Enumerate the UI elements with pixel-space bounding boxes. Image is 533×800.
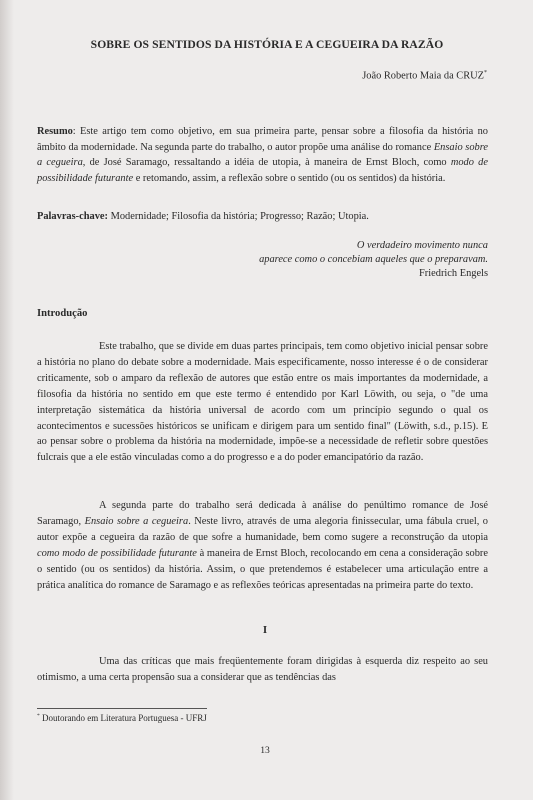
section-heading-introduction: Introdução [37, 308, 88, 319]
abstract-text-2: , de José Saramago, ressaltando a idéia de utopia, à maneira de Ernst Bloch, como [82, 157, 451, 169]
epigraph [168, 239, 488, 282]
abstract-text-3: e retomando, assim, a reflexão sobre o sentido (ou os sentidos) da história. [133, 172, 446, 184]
epigraph-source: Friedrich Engels [419, 268, 488, 280]
author-name: João Roberto Maia da CRUZ [362, 70, 484, 82]
paragraph-2-work-title: Ensaio sobre a cegueira [84, 515, 189, 527]
abstract-concept: modo de possibilidade futurante [37, 157, 488, 184]
footnote-text: Doutorando em Literatura Portuguesa - UFRJ [39, 713, 207, 723]
paragraph-3 [37, 654, 488, 686]
abstract [37, 124, 488, 186]
scan-edge-shadow [0, 0, 14, 800]
author-line [362, 70, 487, 81]
epigraph-line-2: aparece como o concebiam aqueles que o preparavam. [259, 254, 488, 266]
footnote-mark: * [37, 713, 40, 719]
paragraph-1 [37, 339, 488, 466]
section-heading-roman: I [262, 624, 268, 636]
abstract-label: Resumo [37, 126, 73, 137]
paragraph-1-text: Este trabalho, que se divide em duas partes principais, tem como objetivo inicial pensar sobre a história no plano do debate sobre a modernidade. Mais especificamente, nosso interesse é o de considerar criticamente, sob o amparo da reflexão de autores que estão entre os mais importantes da modernidade, a filosofia da história no sentido em que este termo é entendido por Karl Löwith, ou seja, o "de uma interpretação sistemática da história universal de acordo com um princípio segundo o qual os acontecimentos e sucessões históricos se unificam e dirigem para um sentido final" (Löwith, s.d., p.15). E ao pensar sobre o problema da história na modernidade, impõe-se a necessidade de refletir sobre questões fulcrais que a ele estão vinculadas como a do progresso e a do poder emancipatório da razão. [37, 341, 488, 464]
article-title: SOBRE OS SENTIDOS DA HISTÓRIA E A CEGUEIRA DA RAZÃO [90, 38, 444, 51]
paragraph-2-concept: como modo de possibilidade futurante [37, 547, 197, 559]
paragraph-2-b: . Neste livro, através de uma alegoria finissecular, uma fábula cruel, o autor expõe a cegueira da razão de que sofre a humanidade, bem como sugere a reconstrução da utopia [37, 515, 488, 543]
page-number: 13 [260, 745, 270, 756]
keywords-label: Palavras-chave: [37, 211, 108, 222]
abstract-text: : Este artigo tem como objetivo, em sua primeira parte, pensar sobre a filosofia da história no âmbito da modernidade. Na segunda parte do trabalho, o autor propõe uma análise do romance [37, 126, 488, 153]
author-footnote-mark: * [484, 70, 487, 76]
abstract-work-title: Ensaio sobre a cegueira [37, 141, 488, 169]
paragraph-3-text: Uma das críticas que mais freqüentemente foram dirigidas à esquerda diz respeito ao seu otimismo, a uma certa propensão sua a considerar que as tendências das [37, 656, 488, 683]
footnote-divider [37, 708, 207, 709]
keywords-text: Modernidade; Filosofia da história; Progresso; Razão; Utopia. [107, 211, 369, 222]
footnote [37, 713, 207, 723]
epigraph-line-1: O verdadeiro movimento nunca [356, 240, 488, 251]
paragraph-2-text [37, 498, 488, 593]
paragraph-2-a: A segunda parte do trabalho será dedicada à análise do penúltimo romance de José Saramago, [37, 500, 488, 527]
keywords [37, 209, 488, 225]
paragraph-2-c: à maneira de Ernst Bloch, recolocando em cena a consideração sobre o sentido (ou os sentidos) da história. Assim, o que pretendemos é estabelecer uma articulação entre a prática analítica do romance de Saramago e as reflexões teóricas apresentadas na primeira parte do texto. [37, 547, 488, 591]
paragraph-2 [37, 498, 488, 593]
